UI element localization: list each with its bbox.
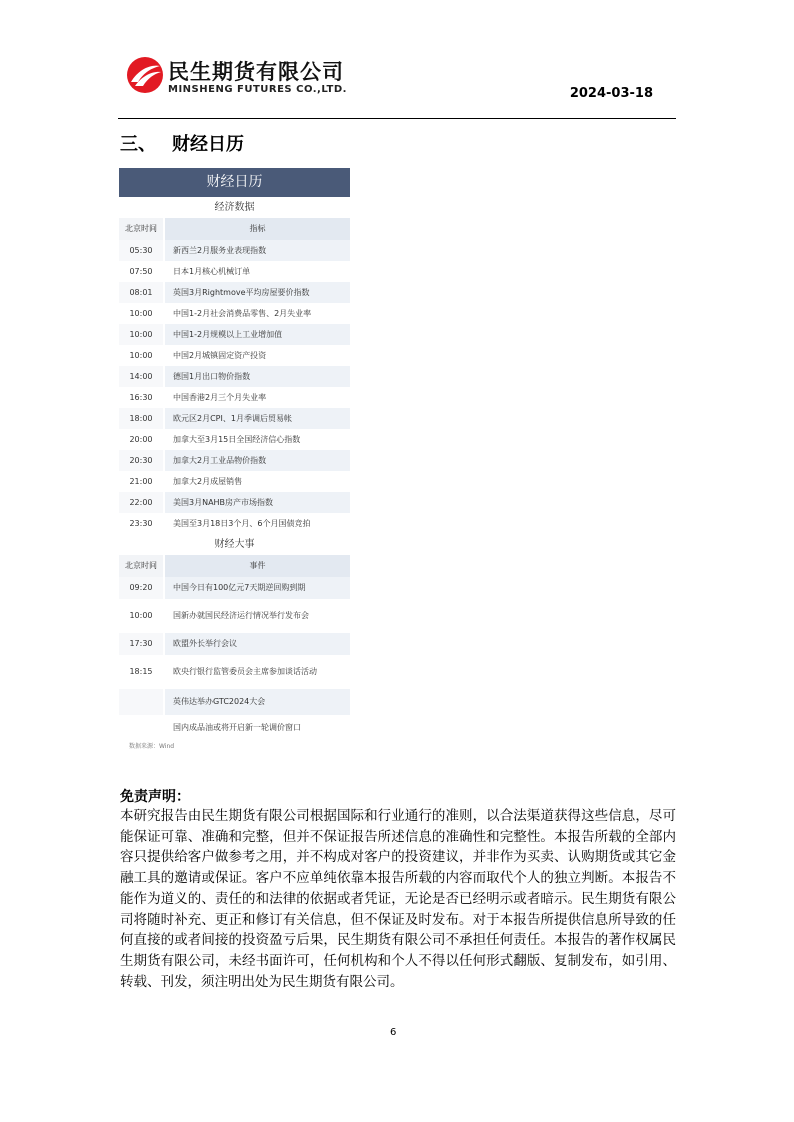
calendar-title: 财经日历 [119, 168, 350, 197]
row-time: 05:30 [119, 240, 163, 261]
table-row [119, 282, 350, 303]
row-time: 18:00 [119, 408, 163, 429]
row-text: 中国1-2月规模以上工业增加值 [165, 324, 350, 345]
row-time: 20:00 [119, 429, 163, 450]
table-row [119, 450, 350, 471]
events-table-header [119, 555, 350, 577]
row-text: 加拿大2月工业品物价指数 [165, 450, 350, 471]
table-row [119, 689, 350, 715]
row-time: 20:30 [119, 450, 163, 471]
row-text: 国新办就国民经济运行情况举行发布会 [165, 599, 350, 633]
events-table-body [119, 577, 350, 741]
row-time: 22:00 [119, 492, 163, 513]
table-row [119, 408, 350, 429]
row-time: 09:20 [119, 577, 163, 599]
row-time: 14:00 [119, 366, 163, 387]
row-time: 17:30 [119, 633, 163, 655]
row-text: 美国3月NAHB房产市场指数 [165, 492, 350, 513]
table-row [119, 492, 350, 513]
table-row [119, 599, 350, 633]
section-number: 三、 [120, 134, 156, 155]
row-text: 欧央行银行监管委员会主席参加谈话活动 [165, 655, 350, 689]
table-row [119, 577, 350, 599]
table-row [119, 366, 350, 387]
minsheng-logo-icon [126, 56, 164, 94]
report-date: 2024-03-18 [569, 86, 653, 101]
disclaimer-body: 本研究报告由民生期货有限公司根据国际和行业通行的准则，以合法渠道获得这些信息，尽可能保证可靠、准确和完整，但并不保证报告所述信息的准确性和完整性。本报告所载的全部内容只提供给客户做参考之用，并不构成对客户的投资建议，并非作为买卖、认购期货或其它金融工具的邀请或保证。客户不应单纯依靠本报告所载的内容而取代个人的独立判断。本报告不能作为道义的、责任的和法律的依据或者凭证，无论是否已经明示或者暗示。民生期货有限公司将随时补充、更正和修订有关信息，但不保证及时发布。对于本报告所提供信息所导致的任何直接的或者间接的投资盈亏后果，民生期货有限公司不承担任何责任。本报告的著作权属民生期货有限公司，未经书面许可，任何机构和个人不得以任何形式翻版、复制发布，如引用、转载、刊发，须注明出处为民生期货有限公司。 [120, 808, 676, 990]
row-time: 23:30 [119, 513, 163, 534]
econ-table-header [119, 218, 350, 240]
row-text: 英国3月Rightmove平均房屋要价指数 [165, 282, 350, 303]
row-time: 07:50 [119, 261, 163, 282]
row-text: 欧盟外长举行会议 [165, 633, 350, 655]
row-time [119, 715, 163, 741]
header-divider [118, 118, 676, 119]
events-col-time: 北京时间 [119, 555, 163, 577]
row-text: 德国1月出口物价指数 [165, 366, 350, 387]
econ-table-body [119, 240, 350, 534]
events-label: 财经大事 [119, 534, 350, 555]
row-text: 加拿大至3月15日全国经济信心指数 [165, 429, 350, 450]
section-heading [120, 130, 244, 156]
table-row [119, 240, 350, 261]
row-text: 欧元区2月CPI、1月季调后贸易帐 [165, 408, 350, 429]
events-col-event: 事件 [165, 555, 350, 577]
row-time: 18:15 [119, 655, 163, 689]
table-row [119, 429, 350, 450]
row-time: 08:01 [119, 282, 163, 303]
table-row [119, 633, 350, 655]
row-time: 10:00 [119, 345, 163, 366]
row-text: 国内成品油或将开启新一轮调价窗口 [165, 715, 350, 741]
row-text: 美国至3月18日3个月、6个月国债竞拍 [165, 513, 350, 534]
row-time [119, 689, 163, 715]
table-row [119, 655, 350, 689]
table-row [119, 715, 350, 741]
row-text: 中国1-2月社会消费品零售、2月失业率 [165, 303, 350, 324]
data-source: 数据来源：Wind [129, 743, 175, 750]
econ-col-time: 北京时间 [119, 218, 163, 240]
row-text: 中国香港2月三个月失业率 [165, 387, 350, 408]
row-time: 21:00 [119, 471, 163, 492]
table-row [119, 345, 350, 366]
row-text: 新西兰2月服务业表现指数 [165, 240, 350, 261]
table-row [119, 303, 350, 324]
table-row [119, 324, 350, 345]
section-title-text: 财经日历 [172, 134, 244, 155]
econ-data-label: 经济数据 [119, 197, 350, 218]
row-text: 中国今日有100亿元7天期逆回购到期 [165, 577, 350, 599]
financial-calendar [119, 168, 350, 753]
table-row [119, 513, 350, 534]
table-row [119, 387, 350, 408]
company-logo [126, 56, 366, 102]
row-text: 加拿大2月成屋销售 [165, 471, 350, 492]
row-time: 10:00 [119, 324, 163, 345]
table-row [119, 261, 350, 282]
econ-col-indicator: 指标 [165, 218, 350, 240]
row-text: 日本1月核心机械订单 [165, 261, 350, 282]
page-number: 6 [390, 1027, 397, 1038]
row-text: 英伟达举办GTC2024大会 [165, 689, 350, 715]
row-time: 10:00 [119, 599, 163, 633]
logo-english-name: MINSHENG FUTURES CO.,LTD. [168, 84, 347, 95]
disclaimer-title: 免责声明： [120, 789, 190, 805]
logo-chinese-name: 民生期货有限公司 [168, 60, 344, 84]
table-row [119, 471, 350, 492]
row-text: 中国2月城镇固定资产投资 [165, 345, 350, 366]
row-time: 16:30 [119, 387, 163, 408]
row-time: 10:00 [119, 303, 163, 324]
